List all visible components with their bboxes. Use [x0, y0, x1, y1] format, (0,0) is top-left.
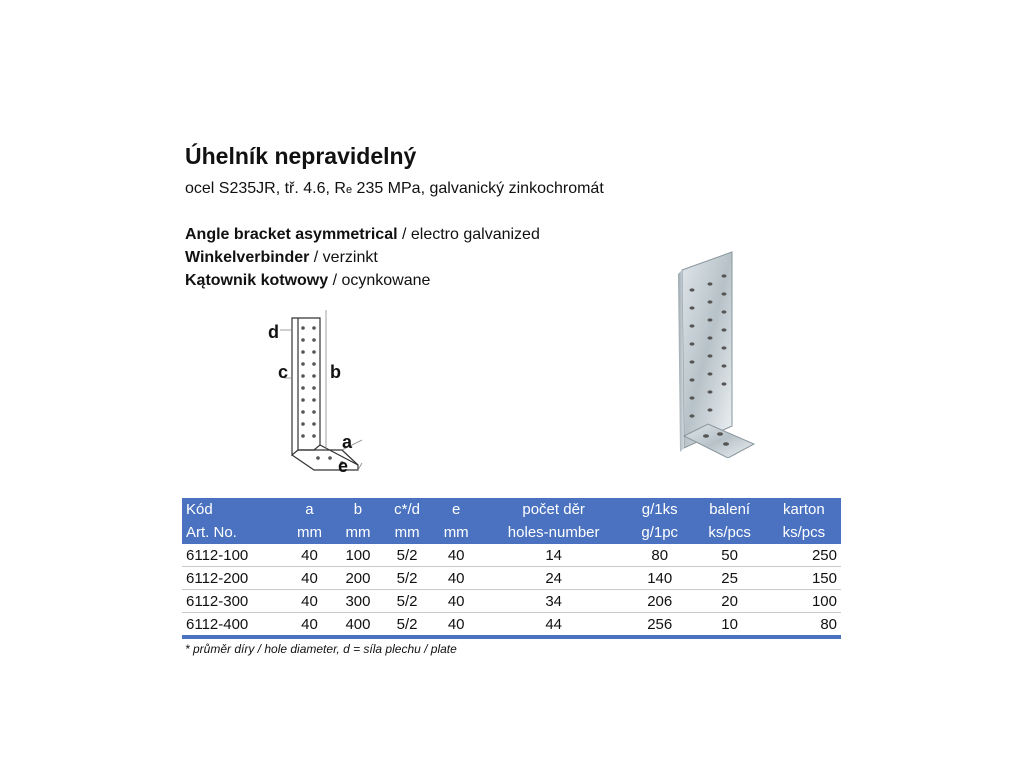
translation-en: [185, 223, 540, 246]
cell: 300: [334, 590, 383, 613]
cell: 6112-400: [182, 613, 285, 638]
cell: 100: [334, 544, 383, 567]
table-row: [182, 613, 841, 638]
translation-finish: / ocynkowane: [328, 272, 431, 289]
subtitle-text: ocel S235JR, tř. 4.6, R: [185, 180, 346, 197]
col-subheader: holes-number: [480, 521, 626, 544]
subtitle-text-end: 235 MPa, galvanický zinkochromát: [352, 180, 604, 197]
dim-label-a: a: [342, 432, 353, 452]
translation-finish: / verzinkt: [309, 249, 378, 266]
cell: 5/2: [382, 567, 432, 590]
table-row: [182, 567, 841, 590]
cell: 140: [627, 567, 693, 590]
translations: [185, 223, 540, 292]
col-header: c*/d: [382, 498, 432, 521]
dim-label-d: d: [268, 322, 279, 342]
material-subtitle: [185, 180, 604, 198]
col-subheader: mm: [382, 521, 432, 544]
cell: 50: [693, 544, 767, 567]
footnote: * průměr díry / hole diameter, d = síla plechu / plate: [185, 642, 457, 656]
cell: 40: [285, 590, 333, 613]
col-subheader: mm: [334, 521, 383, 544]
cell: 14: [480, 544, 626, 567]
cell: 5/2: [382, 544, 432, 567]
bracket-dimension-drawing: [262, 300, 372, 480]
table-row: [182, 590, 841, 613]
translation-de: [185, 246, 540, 269]
cell: 80: [767, 613, 841, 638]
cell: 6112-200: [182, 567, 285, 590]
cell: 40: [432, 590, 480, 613]
col-subheader: mm: [432, 521, 480, 544]
cell: 150: [767, 567, 841, 590]
table-header-row: [182, 498, 841, 521]
col-header: počet děr: [480, 498, 626, 521]
col-subheader: Art. No.: [182, 521, 285, 544]
table-row: [182, 544, 841, 567]
specification-table: [182, 498, 841, 639]
cell: 40: [432, 613, 480, 638]
bracket-photo: [648, 248, 768, 458]
cell: 5/2: [382, 613, 432, 638]
cell: 206: [627, 590, 693, 613]
col-header: b: [334, 498, 383, 521]
page-title: Úhelník nepravidelný: [185, 143, 417, 169]
subtitle-subscript: e: [345, 184, 353, 196]
col-subheader: ks/pcs: [693, 521, 767, 544]
col-header: e: [432, 498, 480, 521]
col-header: karton: [767, 498, 841, 521]
translation-name: Kątownik kotwowy: [185, 272, 329, 289]
translation-name: Angle bracket asymmetrical: [185, 226, 398, 243]
cell: 40: [285, 567, 333, 590]
col-header: Kód: [182, 498, 285, 521]
cell: 80: [627, 544, 693, 567]
dim-label-c: c: [278, 362, 289, 382]
cell: 256: [627, 613, 693, 638]
cell: 34: [480, 590, 626, 613]
cell: 24: [480, 567, 626, 590]
col-subheader: ks/pcs: [767, 521, 841, 544]
cell: 20: [693, 590, 767, 613]
cell: 40: [285, 613, 333, 638]
dim-label-b: b: [330, 362, 341, 382]
cell: 25: [693, 567, 767, 590]
col-subheader: mm: [285, 521, 333, 544]
cell: 40: [432, 567, 480, 590]
cell: 6112-100: [182, 544, 285, 567]
col-subheader: g/1pc: [627, 521, 693, 544]
table-header-row: [182, 521, 841, 544]
cell: 200: [334, 567, 383, 590]
translation-finish: / electro galvanized: [397, 226, 540, 243]
cell: 40: [432, 544, 480, 567]
cell: 400: [334, 613, 383, 638]
cell: 44: [480, 613, 626, 638]
cell: 100: [767, 590, 841, 613]
cell: 6112-300: [182, 590, 285, 613]
dim-label-e: e: [338, 456, 349, 476]
col-header: a: [285, 498, 333, 521]
cell: 40: [285, 544, 333, 567]
cell: 10: [693, 613, 767, 638]
col-header: balení: [693, 498, 767, 521]
cell: 250: [767, 544, 841, 567]
col-header: g/1ks: [627, 498, 693, 521]
translation-pl: [185, 269, 540, 292]
translation-name: Winkelverbinder: [185, 249, 310, 266]
cell: 5/2: [382, 590, 432, 613]
